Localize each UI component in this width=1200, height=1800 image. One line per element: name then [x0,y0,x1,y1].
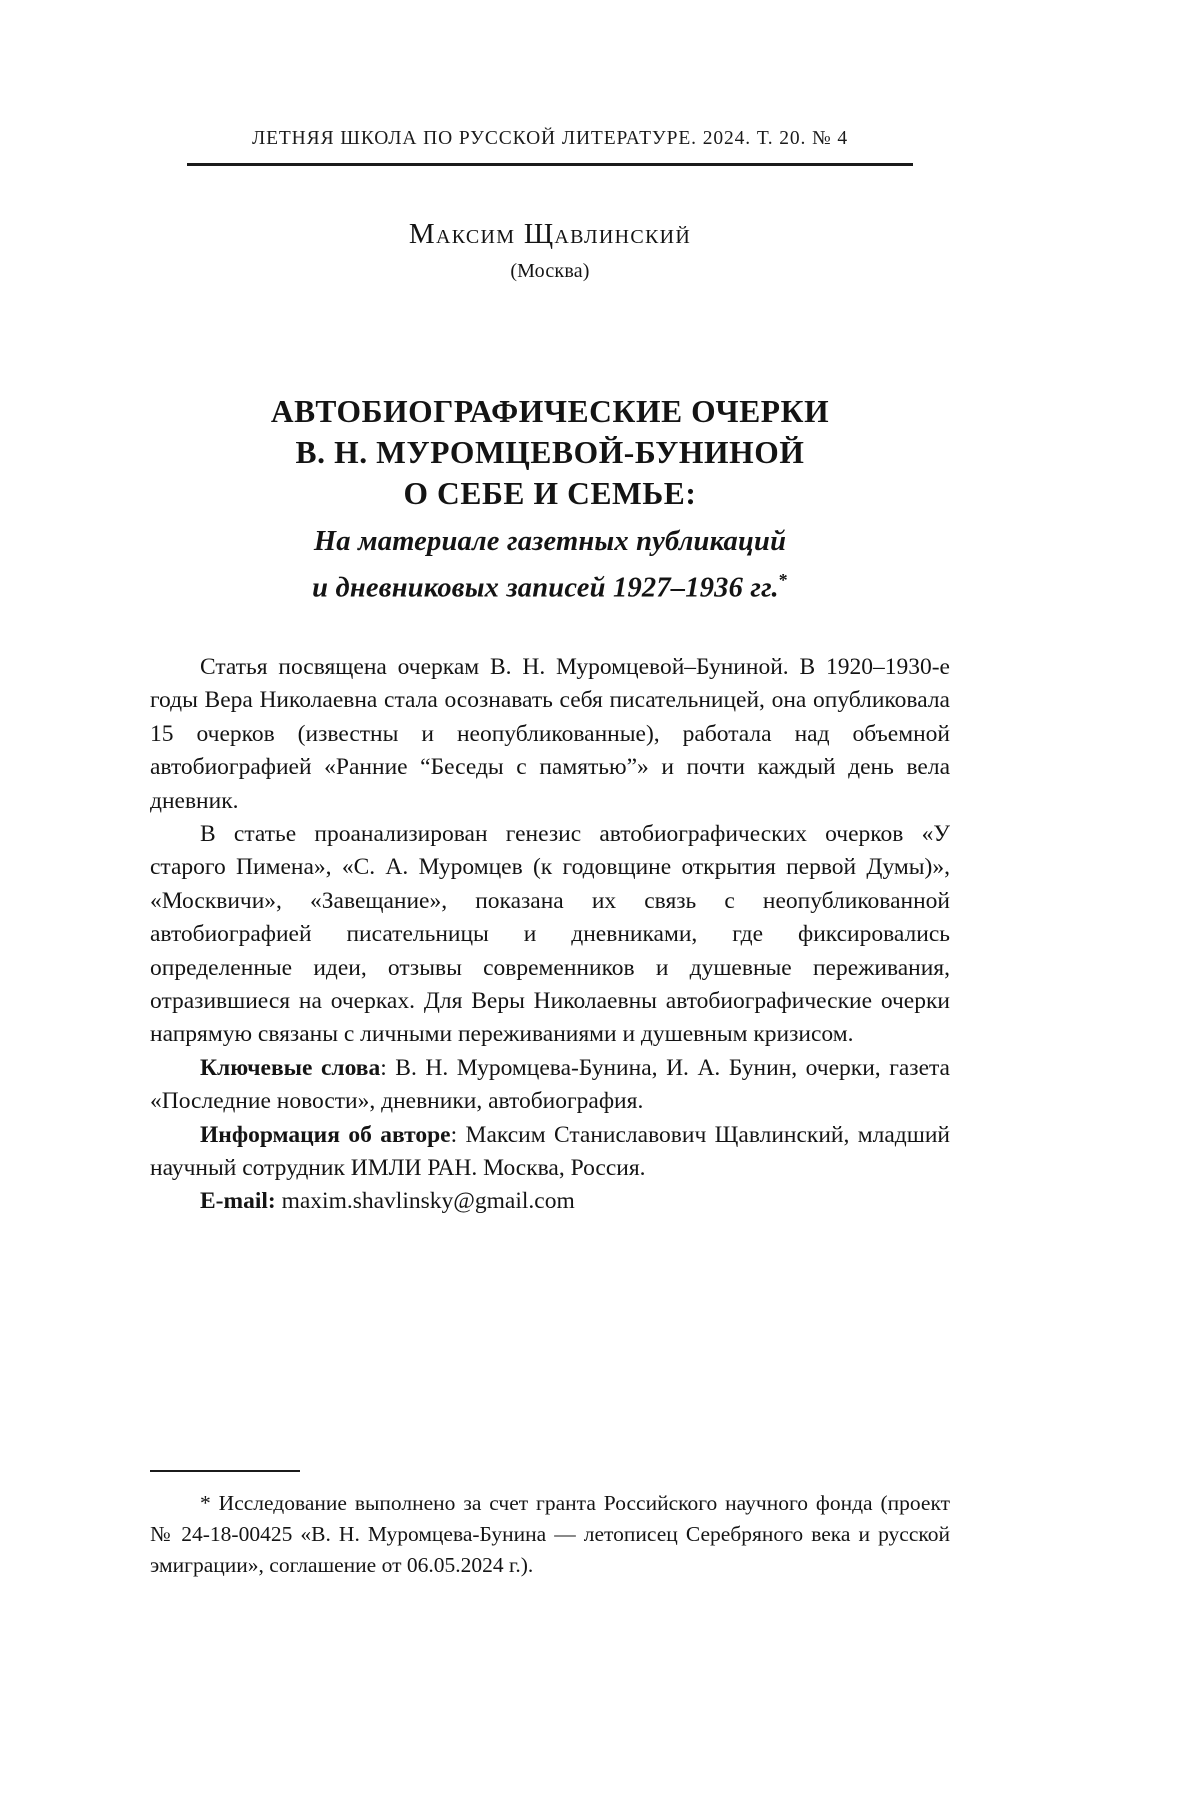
page-content [150,0,950,1219]
title-line-1: АВТОБИОГРАФИЧЕСКИЕ ОЧЕРКИ [270,394,830,430]
abstract-paragraph-2: В статье проанализирован генезис автобиографических очерков «У старого Пимена», «С. А. Муромцев (к годовщине открытия первой Думы)», «Москвичи», «Завещание», показана их связь с неопубликованной автобиографией писательницы и дневниками, где фиксировались определенные идеи, отзывы современников и душевные переживания, отразившиеся на очерках. Для Веры Николаевны автобиографические очерки напрямую связаны с личными переживаниями и душевным кризисом. [150,820,950,1048]
email-value[interactable]: maxim.shavlinsky@gmail.com [281,1188,575,1215]
author-info-label: Информация об авторе [200,1121,451,1148]
running-head: ЛЕТНЯЯ ШКОЛА ПО РУССКОЙ ЛИТЕРАТУРЕ. 2024. Т. 20. № 4 [251,128,849,149]
title-line-3: О СЕБЕ И СЕМЬЕ: [403,476,697,512]
keywords-value: : В. Н. Муромцева-Бунина, И. А. Бунин, очерки, газета «Последние новости», дневники, автобиография. [150,1054,950,1115]
page-title [150,391,950,514]
footnote-separator [150,1470,300,1472]
keywords-paragraph [150,1052,950,1119]
author-name: Максим Щавлинский [408,218,692,251]
footnote-area [150,1470,950,1581]
email-paragraph [150,1185,950,1218]
author-info-paragraph [150,1119,950,1186]
subtitle-line-1: На материале газетных публикаций [313,526,787,558]
email-label: E-mail: [200,1188,276,1215]
abstract-paragraph-1: Статья посвящена очеркам В. Н. Муромцевой–Буниной. В 1920–1930-е годы Вера Николаевна стала осознавать себя писательницей, она опубликовала 15 очерков (известны и неопубликованные), работала над объемной автобиографией «Ранние “Беседы с памятью”» и почти каждый день вела дневник. [150,653,950,814]
abstract [150,651,950,1219]
header-rule [187,163,913,166]
footnote-text: Исследование выполнено за счет гранта Российского научного фонда (проект № 24-18-00425 «В. Н. Муромцева-Бунина — летописец Серебряного века и русской эмиграции», соглашение от 06.05.2024 г.). [150,1491,950,1577]
subtitle-line-2 [150,561,950,608]
footnote [150,1488,950,1581]
author-city: (Москва) [510,260,590,283]
footnote-marker: * [200,1491,211,1515]
title-line-2: В. Н. МУРОМЦЕВОЙ-БУНИНОЙ [295,435,805,471]
footnote-paragraph [150,1488,950,1581]
subtitle-line-2-text: и дневниковых записей 1927–1936 гг. [312,572,779,604]
page-subtitle [150,522,950,608]
keywords-label: Ключевые слова [200,1054,381,1081]
footnote-marker-title: * [778,570,788,591]
author-info-value: : Максим Станиславович Щавлинский, младший научный сотрудник ИМЛИ РАН. Москва, Россия. [150,1121,950,1181]
